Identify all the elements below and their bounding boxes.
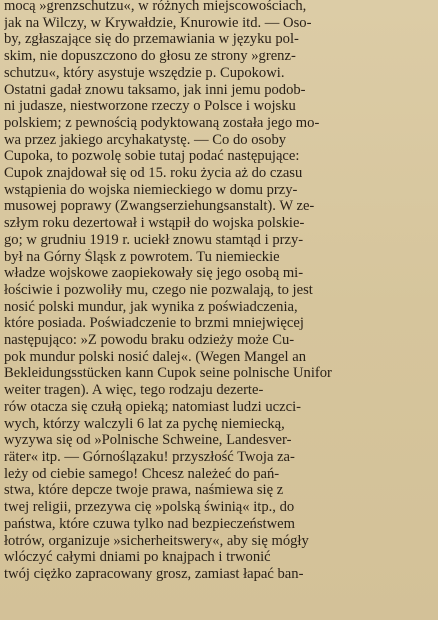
article-line: wych, którzy walczyli 6 lat za pychę niemiecką, [4,415,285,432]
article-line: weiter tragen). A więc, tego rodzaju dezerte- [4,382,264,399]
article-line: był na Górny Śląsk z powrotem. Tu niemieckie [4,248,280,265]
article-line: jak na Wilczy, w Krywałdzie, Knurowie itd. — Oso- [4,14,312,31]
article-line: stwa, które depcze twoje prawa, naśmiewa się z [4,482,284,499]
article-column [4,0,436,583]
article-line: go; w grudniu 1919 r. uciekł znowu stamtąd i przy- [4,231,304,248]
article-line: wa przez jakiego arcyhakatystę. — Co do osoby [4,131,287,148]
article-line: Bekleidungsstücken kann Cupok seine polnische Unifor [4,365,332,382]
article-line: następująco: »Z powodu braku odzieży może Cu- [4,332,295,349]
article-line: które posiada. Poświadczenie to brzmi mniejwięcej [4,315,304,332]
article-line: twej religii, przezywa cię »polską świnią« itp., do [4,499,295,516]
article-line: räter« itp. — Górnoślązaku! przyszłość Twoja za- [4,448,295,465]
article-line: pok mundur polski nosić dalej«. (Wegen Mangel an [4,348,306,365]
article-line: schutzu«, który asystuje wszędzie p. Cupokowi. [4,64,285,81]
article-line: wyzywa się od »Polnische Schweine, Landesver- [4,432,292,449]
article-line: leży od ciebie samego! Chcesz należeć do pań- [4,465,280,482]
article-line: Cupok znajdował się od 15. roku życia aż do czasu [4,165,303,182]
article-line: rów otacza się czułą opieką; natomiast ludzi uczci- [4,398,302,415]
article-line: wlóczyć całymi dniami po knajpach i trwonić [4,549,271,566]
article-line: Ostatni gadał znowu taksamo, jak inni jemu podob- [4,81,306,98]
article-line: szłym roku dezertował i wstąpił do wojska polskie- [4,215,305,232]
article-line: władze wojskowe zaopiekowały się jego osobą mi- [4,265,304,282]
article-line: polskiem; z pewnością podyktowaną została jego mo- [4,114,320,131]
article-line: musowej poprawy (Zwangserziehungsanstalt). W ze- [4,198,315,215]
article-line: łotrów, organizuje »sicherheitswery«, aby się mógły [4,532,309,549]
article-line: ni judasze, niestworzone rzeczy o Polsce i wojsku [4,98,296,115]
article-line: nosić polski mundur, jak wynika z poświadczenia, [4,298,298,315]
article-line: by, zgłaszające się do przemawiania w języku pol- [4,31,299,48]
article-line: Cupoka, to pozwolę sobie tutaj podać następujące: [4,148,300,165]
article-line: państwa, które czuwa tylko nad bezpieczeństwem [4,515,295,532]
article-line: skim, nie dopuszczono do głosu ze strony »grenz- [4,48,296,65]
article-line: wstąpienia do wojska niemieckiego w domu przy- [4,181,298,198]
article-line: twój ciężko zapracowany grosz, zamiast łapać ban- [4,565,304,582]
article-line: łościwie i pozwoliły mu, czego nie pozwalają, to jest [4,281,313,298]
article-line: mocą »grenzschutzu«, w różnych miejscowościach, [4,0,307,14]
